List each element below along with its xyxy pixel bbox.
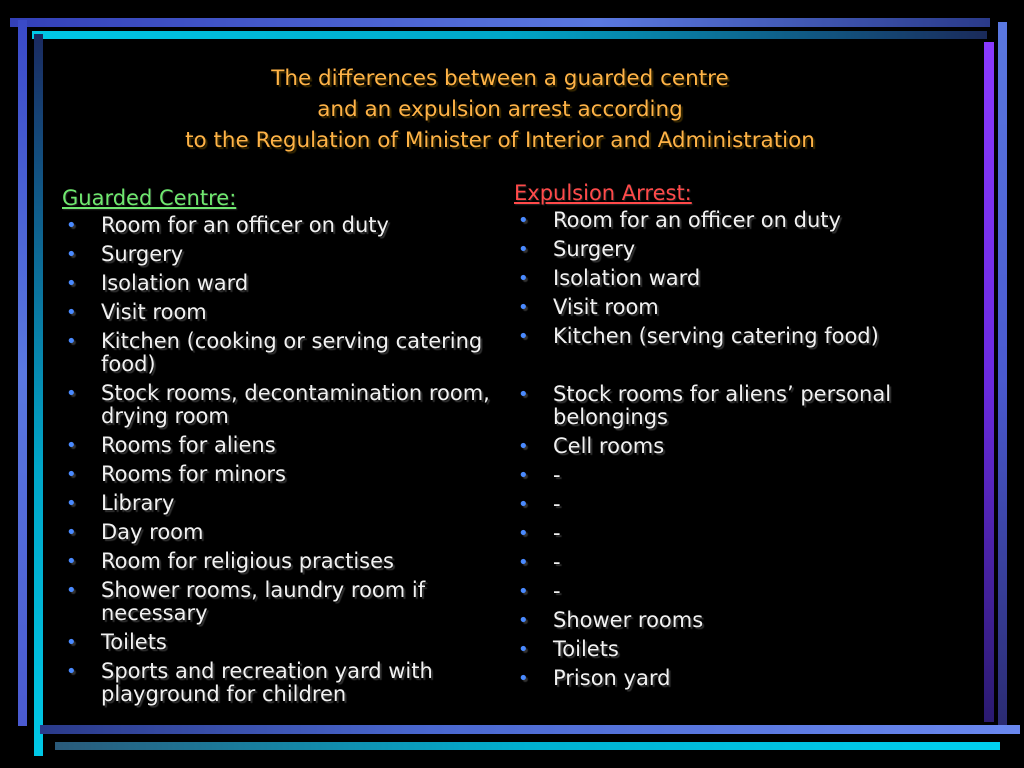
- list-item: • Surgery: [62, 243, 502, 266]
- frame-bar-top-inner: [32, 31, 987, 39]
- title-line-3: to the Regulation of Minister of Interior and Administration: [185, 128, 815, 153]
- list-item: • Isolation ward: [62, 272, 502, 295]
- list-item: • Room for an officer on duty: [62, 214, 502, 237]
- slide-title: [60, 63, 940, 156]
- frame-bar-top-outer: [10, 18, 990, 27]
- frame-bar-left-inner: [34, 34, 43, 756]
- list-item: • Toilets: [514, 638, 934, 661]
- frame-bar-bottom-outer: [40, 725, 1020, 734]
- list-item: • -: [514, 551, 934, 574]
- list-item: • Visit room: [514, 296, 934, 319]
- list-item: • Sports and recreation yard with playground for children: [62, 660, 502, 706]
- frame-bar-right-inner: [984, 42, 994, 722]
- guarded-centre-heading: Guarded Centre:: [62, 186, 237, 210]
- list-item: • Stock rooms for aliens’ personal belongings: [514, 383, 934, 429]
- frame-bar-bottom-inner: [55, 742, 1000, 750]
- list-item: • Room for religious practises: [62, 550, 502, 573]
- expulsion-arrest-list: [514, 209, 934, 690]
- list-item: • -: [514, 464, 934, 487]
- list-item: • -: [514, 522, 934, 545]
- list-item: • Room for an officer on duty: [514, 209, 934, 232]
- list-item: • Toilets: [62, 631, 502, 654]
- list-item: • Kitchen (cooking or serving catering food): [62, 330, 502, 376]
- list-item: • Rooms for minors: [62, 463, 502, 486]
- list-item: • Rooms for aliens: [62, 434, 502, 457]
- list-item: • Shower rooms: [514, 609, 934, 632]
- frame-bar-left-outer: [18, 20, 27, 726]
- list-item: • Surgery: [514, 238, 934, 261]
- guarded-centre-list: [62, 214, 502, 706]
- list-item: • -: [514, 493, 934, 516]
- frame-bar-right-outer: [998, 22, 1007, 734]
- expulsion-arrest-heading: Expulsion Arrest:: [514, 181, 692, 205]
- expulsion-arrest-column: [514, 180, 934, 696]
- list-item: • Stock rooms, decontamination room, drying room: [62, 382, 502, 428]
- title-line-2: and an expulsion arrest according: [317, 97, 683, 122]
- list-item: • Day room: [62, 521, 502, 544]
- list-item: • Visit room: [62, 301, 502, 324]
- list-item: • -: [514, 580, 934, 603]
- list-item: • Kitchen (serving catering food): [514, 325, 934, 348]
- list-item: • Prison yard: [514, 667, 934, 690]
- list-item: • Library: [62, 492, 502, 515]
- list-item: • Shower rooms, laundry room if necessary: [62, 579, 502, 625]
- guarded-centre-column: [62, 185, 502, 712]
- title-line-1: The differences between a guarded centre: [271, 66, 729, 91]
- list-item: • Isolation ward: [514, 267, 934, 290]
- list-item: • Cell rooms: [514, 435, 934, 458]
